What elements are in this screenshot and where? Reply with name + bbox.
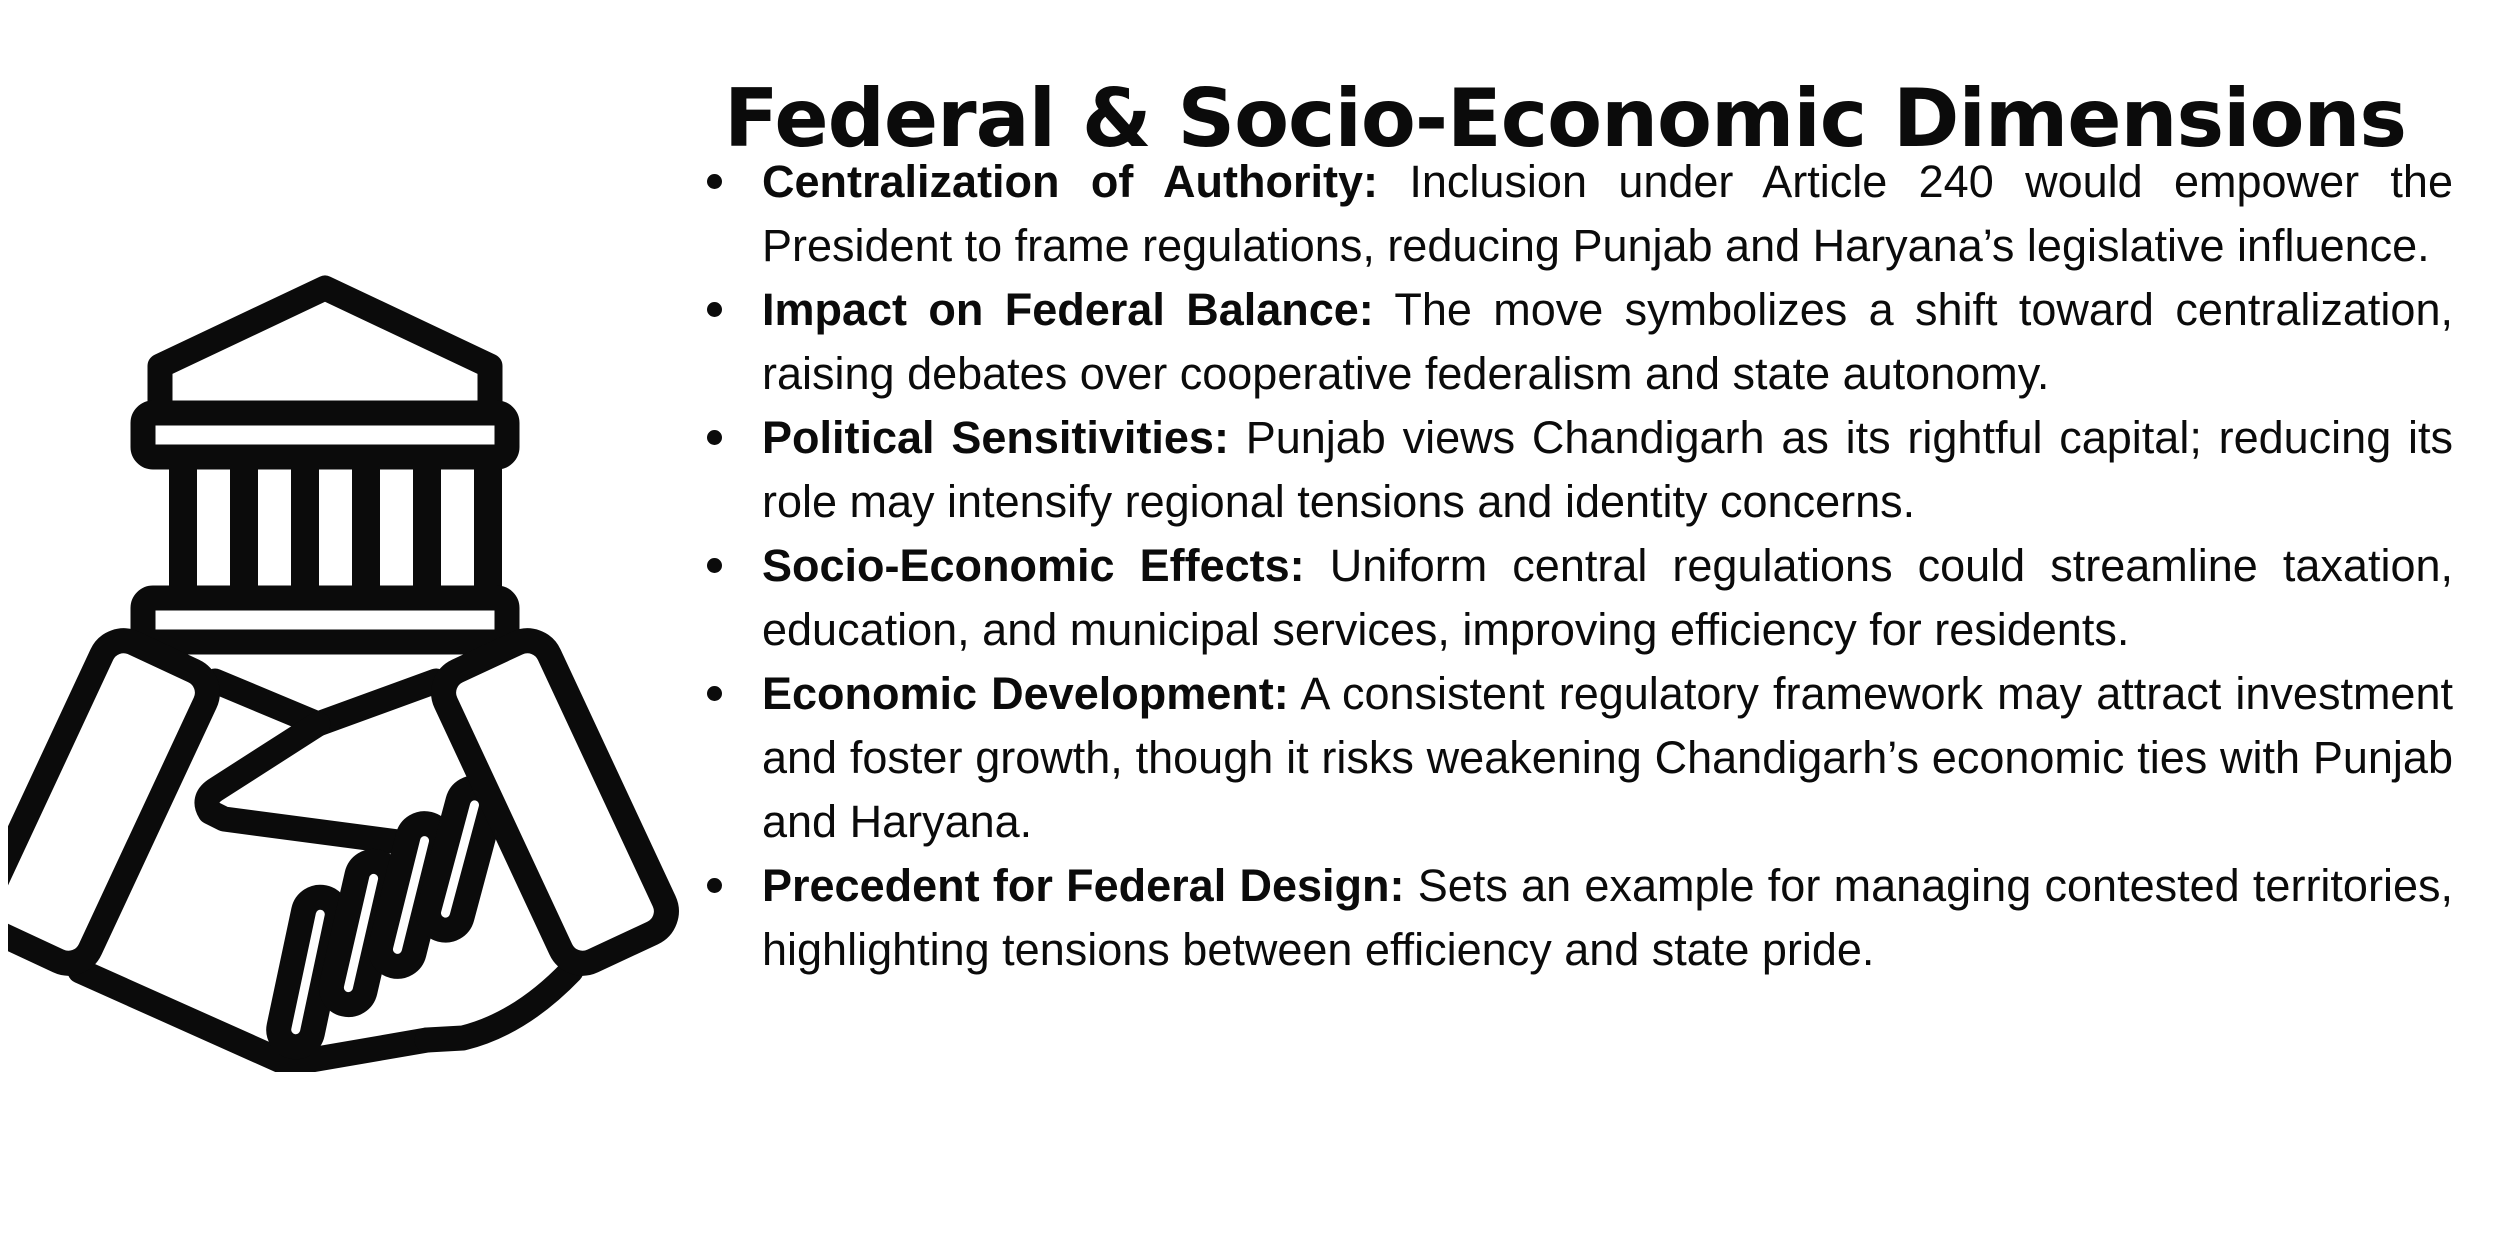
- building-columns-icon: [169, 467, 502, 597]
- bullet-text: A consistent regulatory framework may attract investment and foster growth, though it risks weakening Chandigarh’s economic ties with Punjab and Haryana.: [762, 668, 2453, 847]
- handshake-icon: [8, 633, 674, 1064]
- building-pediment-icon: [160, 288, 490, 404]
- bullet-label: Political Sensitivities:: [762, 412, 1229, 463]
- list-item: [705, 854, 2453, 982]
- building-architrave-icon: [143, 413, 507, 457]
- bullet-text: Punjab views Chandigarh as its rightful capital; reducing its role may intensify regional tensions and identity concerns.: [762, 412, 2454, 527]
- list-item: [705, 534, 2453, 662]
- building-base-icon: [143, 598, 507, 642]
- bullet-text: Inclusion under Article 240 would empower the President to frame regulations, reducing Punjab and Haryana’s legislative influence.: [762, 156, 2453, 271]
- building-icon: [143, 288, 507, 642]
- list-item: [705, 406, 2453, 534]
- bullet-label: Socio-Economic Effects:: [762, 540, 1305, 591]
- page-title: Federal & Socio-Economic Dimensions: [723, 71, 2407, 165]
- bullet-text: The move symbolizes a shift toward centralization, raising debates over cooperative federalism and state autonomy.: [762, 284, 2453, 399]
- bullet-list: [705, 150, 2453, 982]
- bullet-label: Economic Development:: [762, 668, 1289, 719]
- bullet-label: Centralization of Authority:: [762, 156, 1378, 207]
- handshake-left-cuff: [8, 633, 215, 971]
- bullet-text: Uniform central regulations could streamline taxation, education, and municipal services, improving efficiency for residents.: [762, 540, 2453, 655]
- list-item: [705, 150, 2453, 278]
- bullet-label: Impact on Federal Balance:: [762, 284, 1374, 335]
- bullet-text: Sets an example for managing contested territories, highlighting tensions between efficiency and state pride.: [762, 860, 2453, 975]
- government-handshake-icon: [8, 272, 683, 1072]
- list-item: [705, 662, 2453, 854]
- bullet-label: Precedent for Federal Design:: [762, 860, 1405, 911]
- list-item: [705, 278, 2453, 406]
- handshake-right-palm: [427, 971, 571, 1040]
